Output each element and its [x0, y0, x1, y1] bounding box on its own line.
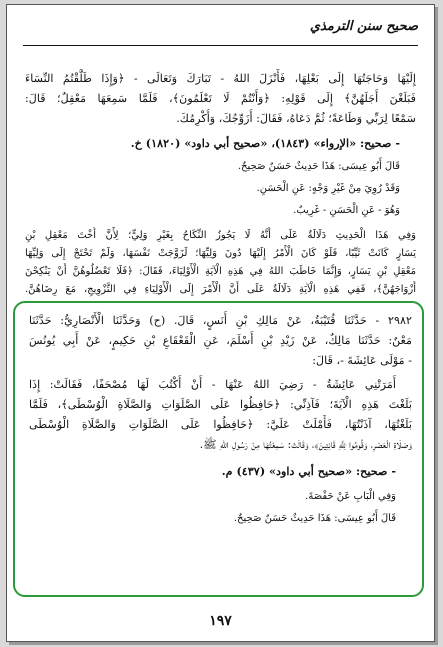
commentary-line: يَسَارٍ كَانَتْ ثَيِّبًا، فَلَوْ كَانَ الْأَمْرُ إِلَيْهَا دُونَ وَلِيِّهَا؛ لَزَوَّجَتْ نَفْسَهَا، وَلَمْ تَحْتَجْ إِلَى وَلِيِّهَا — [25, 248, 416, 259]
commentary-line: أَزْوَاجَهُنَّ﴾، فَفِي هَذِهِ الْآيَةِ دَلَالَةٌ عَلَى أَنَّ الْأَمْرَ إِلَى الْأَوْلِيَاءِ فِي التَّزْوِيجِ، مَعَ رِضَاهُنَّ. — [25, 284, 416, 295]
grade-line: - صحيح: «صحيح أبي داود» (٤٣٧) م. — [221, 464, 396, 478]
note-line: قَالَ أَبُو عِيسَى: هَذَا حَدِيثٌ حَسَنٌ صَحِيحٌ. — [237, 161, 400, 172]
isnad-line: ٢٩٨٢ - حَدَّثَنَا قُتَيْبَةُ، عَنْ مَالِكِ بْنِ أَنَسٍ، قَالَ. (ح) وَحَدَّثَنَا الْأَنْصَارِيُّ: حَدَّثَنَا — [29, 314, 412, 327]
running-title: صحيح سنن الترمذي — [309, 19, 418, 34]
text-line: إِلَيْهَا وَحَاجَتُهَا إِلَى بَعْلِهَا، فَأَنْزَلَ اللهُ - تَبَارَكَ وَتَعَالَى - ﴿وَإِذَا طَلَّقْتُمُ النِّسَاءَ — [25, 72, 416, 85]
matn-line: أَمَرَتْنِي عَائِشَةُ - رَضِيَ اللهُ عَنْهَا - أَنْ أَكْتُبَ لَهَا مُصْحَفًا، فَقَالَتْ: إِذَا — [29, 378, 396, 391]
top-text-block — [25, 69, 416, 299]
matn-line: بَلَغْتَ هَذِهِ الْآيَةَ؛ فَآذِنِّي: ﴿حَافِظُوا عَلَى الصَّلَوَاتِ وَالصَّلَاةِ الْوُسْطَى﴾، فَلَمَّا — [29, 398, 412, 411]
note-line: وَقَدْ رُوِيَ مِنْ غَيْرِ وَجْهٍ: عَنِ الْحَسَنِ. — [256, 183, 400, 194]
note-line: وَفِي الْبَابِ عَنْ حَفْصَةَ. — [305, 491, 396, 502]
page-number: ١٩٧ — [209, 613, 232, 629]
note-line: قَالَ أَبُو عِيسَى: هَذَا حَدِيثٌ حَسَنٌ صَحِيحٌ. — [233, 513, 396, 524]
note-line: وَهُوَ - عَنِ الْحَسَنِ - غَرِيبٌ. — [293, 205, 400, 216]
isnad-line: - مَوْلَى عَائِشَةَ -، قَالَ: — [312, 354, 412, 367]
text-line: فَبَلَغْنَ أَجَلَهُنَّ﴾ إِلَى قَوْلِهِ: ﴿وَأَنْتُمْ لَا تَعْلَمُونَ﴾، فَلَمَّا سَمِعَهَا مَعْقِلٌ؛ قَالَ: — [25, 92, 416, 105]
running-header — [23, 17, 418, 46]
text-line: سَمْعًا لِرَبِّي وَطَاعَةً؛ ثُمَّ دَعَاهُ، فَقَالَ: أُزَوِّجُكَ، وَأُكْرِمُكَ. — [176, 112, 416, 125]
book-page — [6, 4, 435, 642]
matn-line: بَلَغْتُهَا، آذَنْتُهَا، فَأَمْلَتْ عَلَيَّ: ﴿حَافِظُوا عَلَى الصَّلَوَاتِ وَالصَّلَاةِ الْوُسْطَى — [29, 418, 412, 431]
grade-line: - صحيح: «الإرواء» (١٨٤٣)، «صحيح أبي داود» (١٨٢٠) خ. — [130, 136, 400, 150]
hadith-block — [29, 311, 412, 529]
isnad-line: مَعْنٌ: حَدَّثَنَا مَالِكٌ، عَنْ زَيْدِ بْنِ أَسْلَمَ، عَنِ الْقَعْقَاعِ بْنِ حَكِيمٍ، عَنْ أَبِي يُونُسَ — [29, 334, 412, 347]
commentary-line: وَفِي هَذَا الْحَدِيثِ دَلَالَةٌ عَلَى أَنَّهُ لَا يَجُوزُ النِّكَاحُ بِغَيْرِ وَلِيٍّ؛ لِأَنَّ أُخْتَ مَعْقِلِ بْنِ — [25, 230, 416, 241]
commentary-line: مَعْقِلِ بْنِ يَسَارٍ، وَإِنَّمَا خَاطَبَ اللهُ فِي هَذِهِ الْآيَةِ الْأَوْلِيَاءَ، فَقَالَ: ﴿فَلَا تَعْضُلُوهُنَّ أَنْ يَنْكِحْنَ — [25, 266, 416, 277]
matn-line: وَصَلَاةِ الْعَصْرِ، وَقُومُوا لِلَّهِ قَانِتِينَ﴾، وَقَالَتْ: سَمِعْتُهَا مِنْ رَسُولِ اللهِ ﷺ. — [199, 438, 412, 451]
